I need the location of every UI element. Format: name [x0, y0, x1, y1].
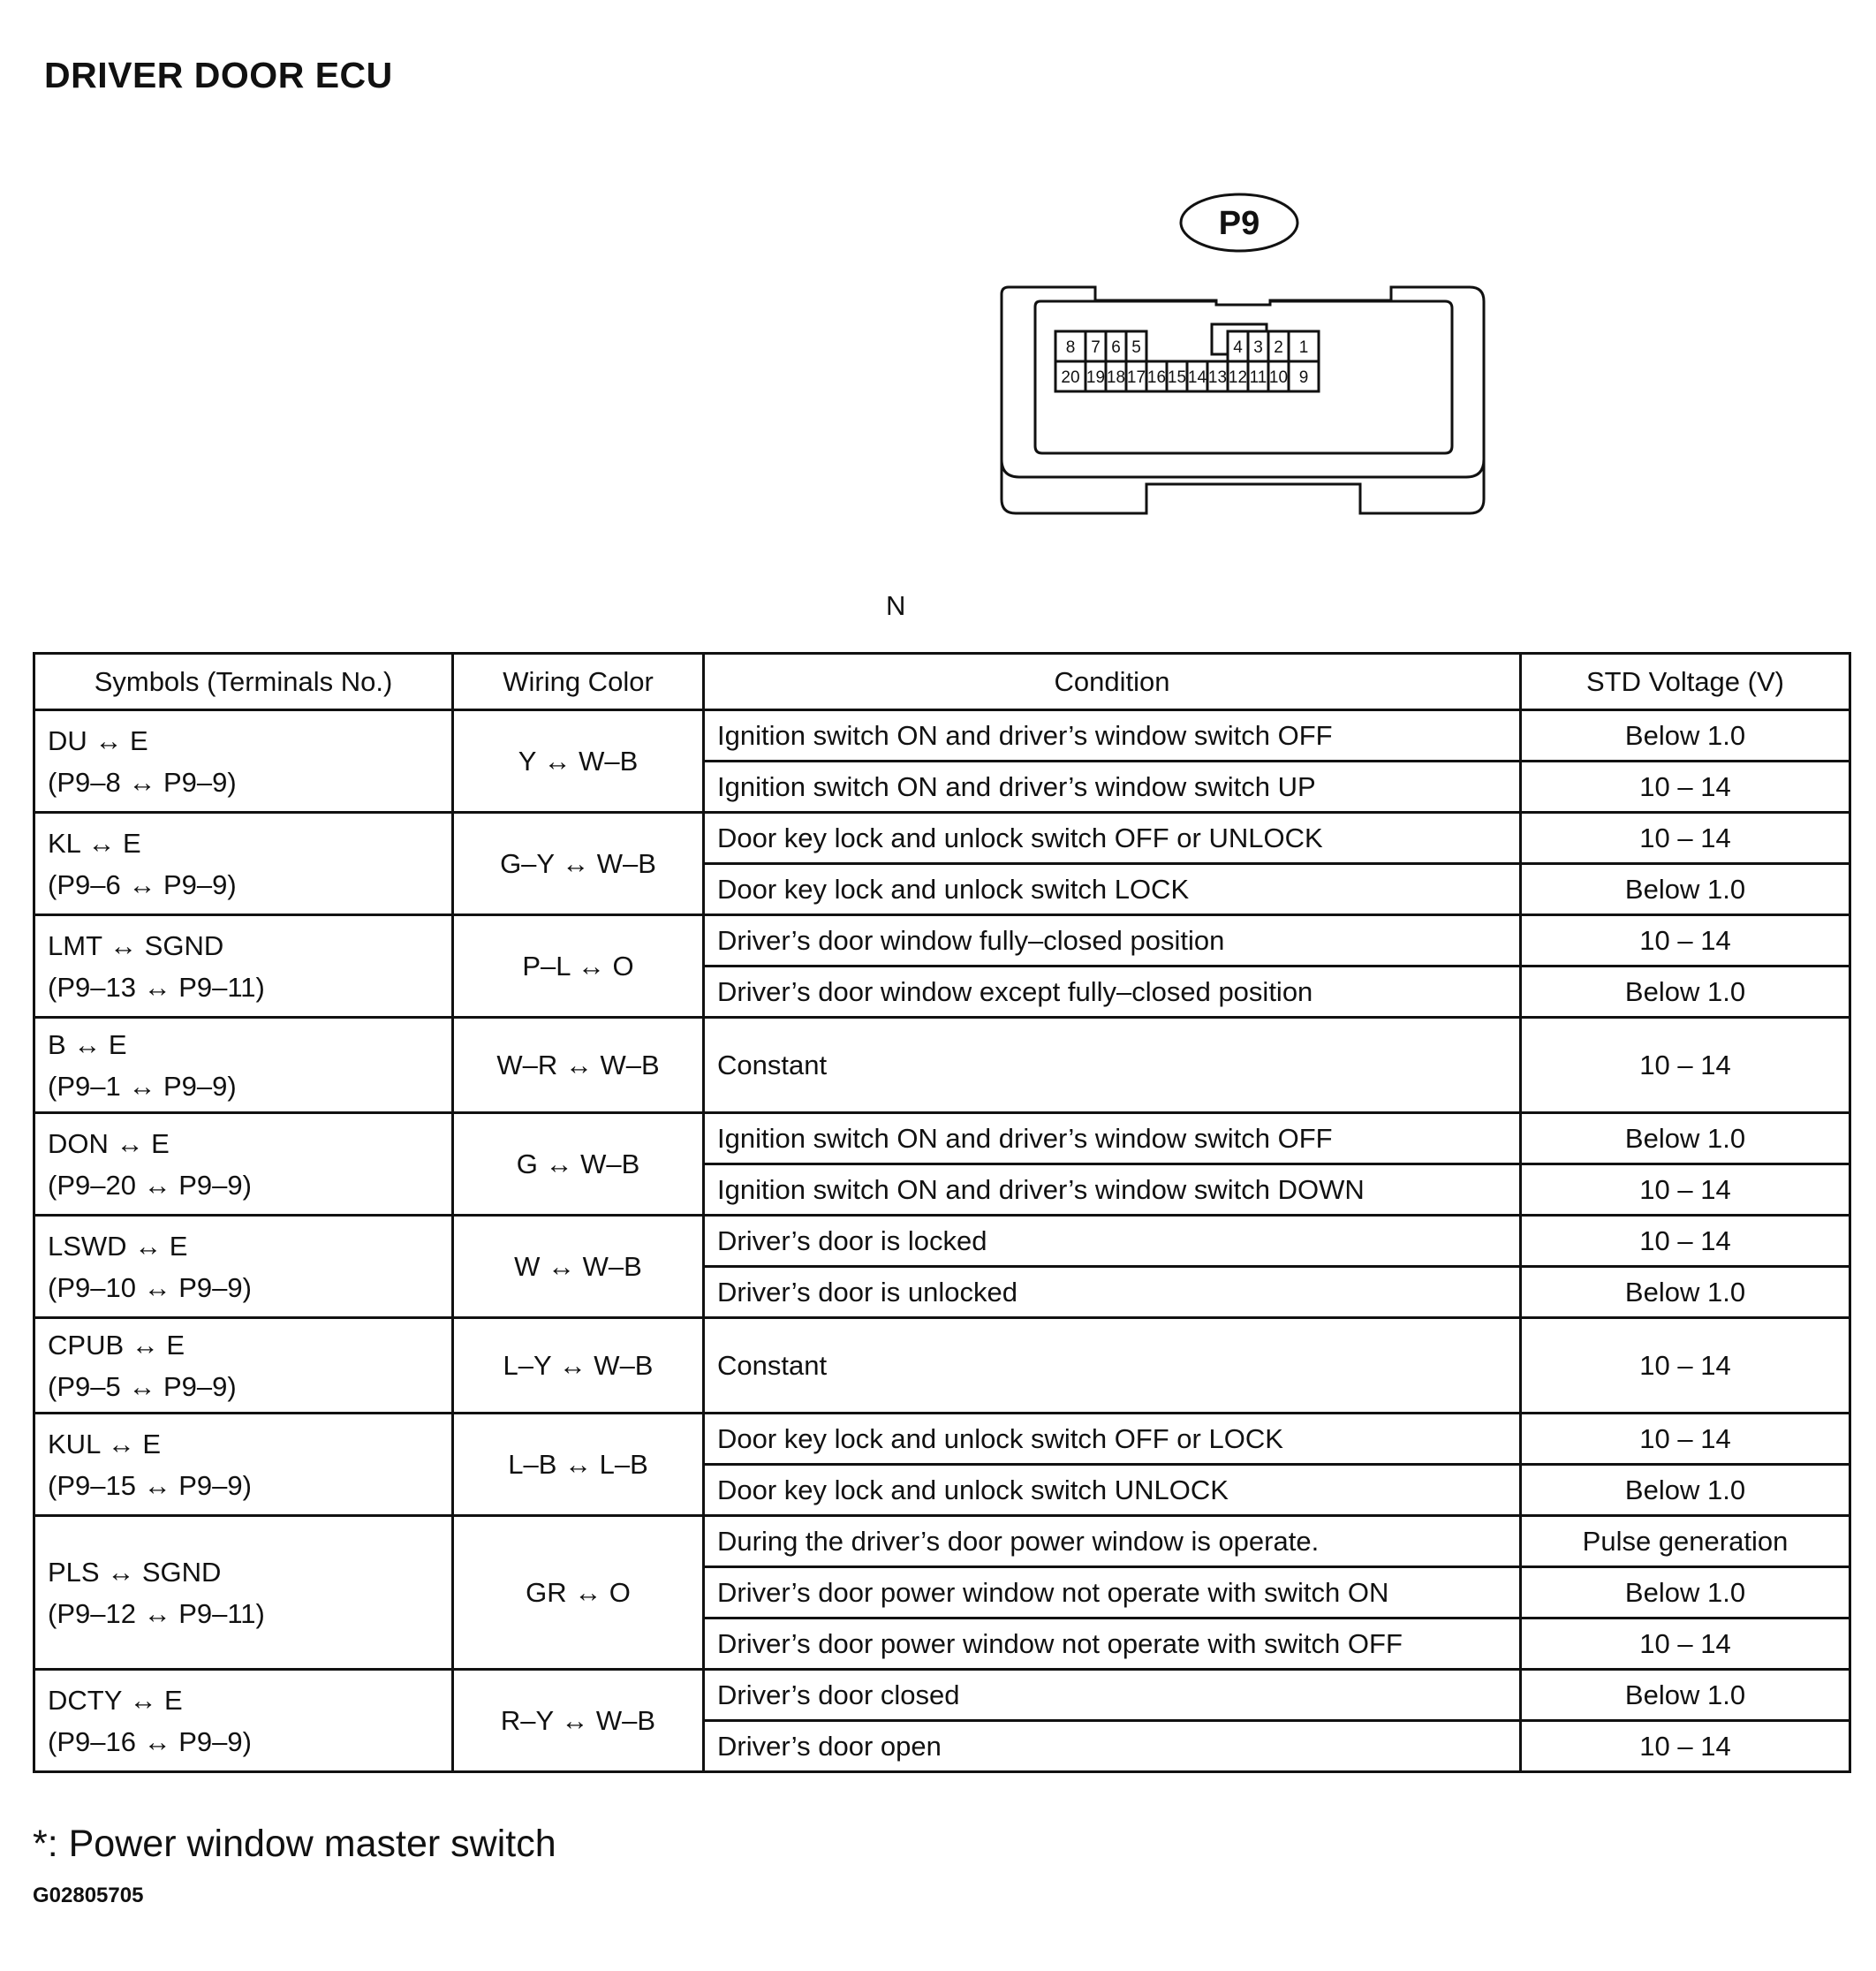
- condition-cell: Driver’s door is unlocked: [704, 1267, 1521, 1318]
- table-row: [34, 1318, 1850, 1414]
- symbol-cell: [34, 915, 453, 1018]
- table-row: [34, 915, 1850, 967]
- pin-number: 17: [1126, 368, 1146, 387]
- table-row: [34, 1414, 1850, 1465]
- header-wiring-color: Wiring Color: [453, 654, 704, 710]
- symbol-name: CPUB ↔ E: [48, 1329, 185, 1361]
- std-voltage-cell: 10 – 14: [1521, 1018, 1850, 1113]
- terminal-numbers: (P9–1 ↔ P9–9): [48, 1070, 237, 1102]
- terminal-numbers: (P9–16 ↔ P9–9): [48, 1725, 252, 1757]
- pin-number: 8: [1065, 338, 1076, 357]
- wiring-color-cell: L–Y ↔ W–B: [453, 1318, 704, 1414]
- header-condition: Condition: [704, 654, 1521, 710]
- terminal-numbers: (P9–13 ↔ P9–11): [48, 971, 265, 1003]
- pin-number: 15: [1167, 368, 1187, 387]
- condition-cell: Driver’s door is locked: [704, 1216, 1521, 1267]
- std-voltage-cell: Below 1.0: [1521, 864, 1850, 915]
- std-voltage-cell: 10 – 14: [1521, 762, 1850, 813]
- std-voltage-cell: 10 – 14: [1521, 813, 1850, 864]
- std-voltage-cell: 10 – 14: [1521, 1721, 1850, 1772]
- symbol-cell: [34, 1516, 453, 1670]
- symbol-cell: [34, 1670, 453, 1772]
- pin-number: 4: [1233, 338, 1243, 357]
- std-voltage-cell: Below 1.0: [1521, 710, 1850, 762]
- pin-number: 13: [1207, 368, 1228, 387]
- page-title: DRIVER DOOR ECU: [44, 55, 393, 95]
- pin-number: 12: [1228, 368, 1248, 387]
- pin-number: 9: [1298, 368, 1309, 387]
- pin-number: 11: [1249, 368, 1267, 387]
- terminal-numbers: (P9–15 ↔ P9–9): [48, 1469, 252, 1501]
- std-voltage-cell: Below 1.0: [1521, 1113, 1850, 1164]
- wiring-color-cell: GR ↔ O: [453, 1516, 704, 1670]
- std-voltage-cell: 10 – 14: [1521, 915, 1850, 967]
- table-row: [34, 1516, 1850, 1567]
- pin-number: 3: [1253, 338, 1263, 357]
- wiring-color-cell: G–Y ↔ W–B: [453, 813, 704, 915]
- symbol-cell: [34, 1113, 453, 1216]
- symbol-cell: [34, 1216, 453, 1318]
- std-voltage-cell: Below 1.0: [1521, 1567, 1850, 1618]
- voltage-spec-table: [33, 652, 1851, 1773]
- symbol-name: DU ↔ E: [48, 724, 148, 756]
- table-row: [34, 1018, 1850, 1113]
- pin-number: 16: [1146, 368, 1167, 387]
- pin-number: 1: [1298, 338, 1309, 357]
- std-voltage-cell: 10 – 14: [1521, 1318, 1850, 1414]
- pin-number: 5: [1131, 338, 1141, 357]
- symbol-cell: [34, 813, 453, 915]
- table-row: [34, 1216, 1850, 1267]
- connector-housing-outer: [1002, 287, 1484, 513]
- terminal-numbers: (P9–10 ↔ P9–9): [48, 1271, 252, 1303]
- table-row: [34, 813, 1850, 864]
- symbol-cell: [34, 1018, 453, 1113]
- wiring-color-cell: L–B ↔ L–B: [453, 1414, 704, 1516]
- side-mark: N: [886, 590, 906, 621]
- header-symbols: Symbols (Terminals No.): [34, 654, 453, 710]
- pin-number: 20: [1061, 368, 1080, 387]
- std-voltage-cell: 10 – 14: [1521, 1414, 1850, 1465]
- condition-cell: Ignition switch ON and driver’s window switch OFF: [704, 1113, 1521, 1164]
- condition-cell: Door key lock and unlock switch OFF or LOCK: [704, 1414, 1521, 1465]
- condition-cell: Driver’s door window except fully–closed position: [704, 967, 1521, 1018]
- condition-cell: Driver’s door closed: [704, 1670, 1521, 1721]
- table-row: [34, 1113, 1850, 1164]
- symbol-name: PLS ↔ SGND: [48, 1556, 222, 1588]
- condition-cell: Door key lock and unlock switch LOCK: [704, 864, 1521, 915]
- table-row: [34, 1670, 1850, 1721]
- symbol-name: LMT ↔ SGND: [48, 929, 224, 961]
- wiring-color-cell: W ↔ W–B: [453, 1216, 704, 1318]
- figure-code: G02805705: [33, 1884, 144, 1907]
- condition-cell: Ignition switch ON and driver’s window switch DOWN: [704, 1164, 1521, 1216]
- condition-cell: Driver’s door window fully–closed position: [704, 915, 1521, 967]
- table-row: [34, 710, 1850, 762]
- symbol-name: LSWD ↔ E: [48, 1230, 188, 1262]
- symbol-name: KUL ↔ E: [48, 1428, 162, 1459]
- std-voltage-cell: Below 1.0: [1521, 967, 1850, 1018]
- std-voltage-cell: Below 1.0: [1521, 1465, 1850, 1516]
- connector-p9-drawing: [989, 190, 1502, 526]
- condition-cell: Ignition switch ON and driver’s window switch UP: [704, 762, 1521, 813]
- std-voltage-cell: Below 1.0: [1521, 1267, 1850, 1318]
- condition-cell: Driver’s door power window not operate with switch OFF: [704, 1618, 1521, 1670]
- condition-cell: Door key lock and unlock switch OFF or UNLOCK: [704, 813, 1521, 864]
- std-voltage-cell: 10 – 14: [1521, 1618, 1850, 1670]
- pin-number: 14: [1187, 368, 1207, 387]
- std-voltage-cell: 10 – 14: [1521, 1164, 1850, 1216]
- std-voltage-cell: Pulse generation: [1521, 1516, 1850, 1567]
- terminal-numbers: (P9–20 ↔ P9–9): [48, 1169, 252, 1201]
- wiring-color-cell: W–R ↔ W–B: [453, 1018, 704, 1113]
- wiring-color-cell: G ↔ W–B: [453, 1113, 704, 1216]
- terminal-numbers: (P9–6 ↔ P9–9): [48, 868, 237, 900]
- pin-number: 2: [1274, 338, 1283, 357]
- wiring-color-cell: R–Y ↔ W–B: [453, 1670, 704, 1772]
- pin-number: 6: [1111, 338, 1121, 357]
- terminal-numbers: (P9–8 ↔ P9–9): [48, 766, 237, 798]
- condition-cell: Door key lock and unlock switch UNLOCK: [704, 1465, 1521, 1516]
- wiring-color-cell: Y ↔ W–B: [453, 710, 704, 813]
- pin-number: 10: [1268, 368, 1289, 387]
- std-voltage-cell: 10 – 14: [1521, 1216, 1850, 1267]
- condition-cell: Driver’s door power window not operate with switch ON: [704, 1567, 1521, 1618]
- symbol-cell: [34, 710, 453, 813]
- std-voltage-cell: Below 1.0: [1521, 1670, 1850, 1721]
- table-body: [34, 710, 1850, 1772]
- symbol-name: DON ↔ E: [48, 1127, 170, 1159]
- connector-diagram: [989, 190, 1502, 526]
- condition-cell: During the driver’s door power window is operate.: [704, 1516, 1521, 1567]
- symbol-cell: [34, 1414, 453, 1516]
- wiring-color-cell: P–L ↔ O: [453, 915, 704, 1018]
- condition-cell: Constant: [704, 1018, 1521, 1113]
- terminal-numbers: (P9–5 ↔ P9–9): [48, 1370, 237, 1402]
- symbol-cell: [34, 1318, 453, 1414]
- connector-bottom-pins: [1055, 361, 1319, 391]
- connector-label: P9: [1218, 205, 1260, 242]
- pin-number: 7: [1091, 338, 1101, 357]
- table-header-row: [34, 654, 1850, 710]
- pin-number: 18: [1106, 368, 1126, 387]
- terminal-numbers: (P9–12 ↔ P9–11): [48, 1597, 265, 1629]
- symbol-name: B ↔ E: [48, 1028, 127, 1060]
- symbol-name: DCTY ↔ E: [48, 1684, 183, 1716]
- header-std-voltage: STD Voltage (V): [1521, 654, 1850, 710]
- condition-cell: Constant: [704, 1318, 1521, 1414]
- pin-number: 19: [1086, 368, 1106, 387]
- symbol-name: KL ↔ E: [48, 827, 141, 859]
- condition-cell: Driver’s door open: [704, 1721, 1521, 1772]
- footnote: *: Power window master switch: [33, 1823, 556, 1865]
- condition-cell: Ignition switch ON and driver’s window switch OFF: [704, 710, 1521, 762]
